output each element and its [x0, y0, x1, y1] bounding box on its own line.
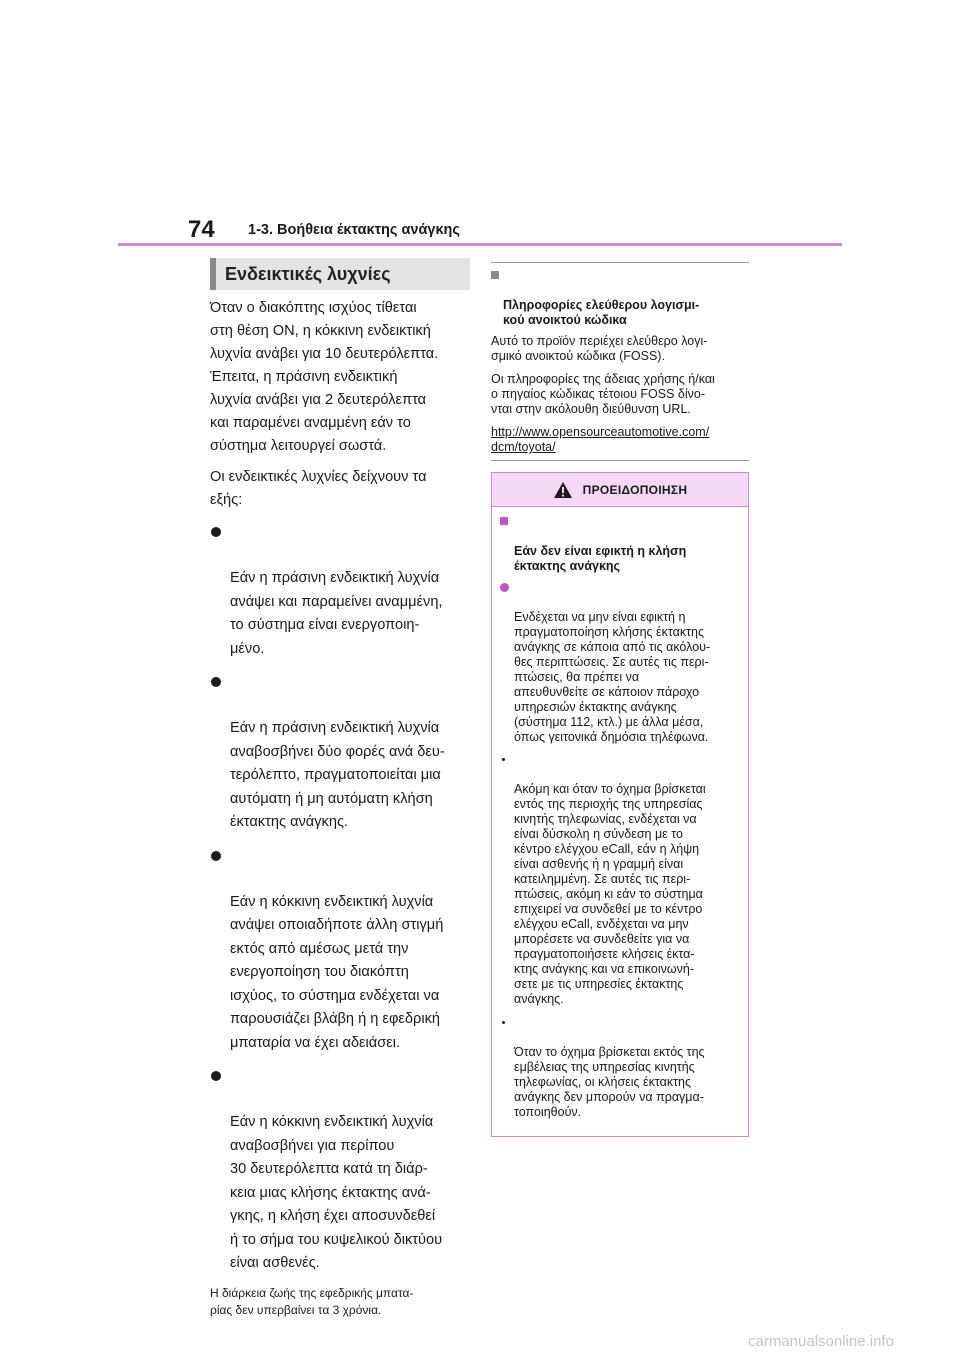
warning-main-text: Ενδέχεται να μην είναι εφικτή η πραγματοποίηση κλήσης έκτακτης ανάγκης σε κάποια από τις ακόλου- θες περιπτώσεις. Σε αυτές τις περι- πτώσεις, θα πρέπει να απευθυνθείτε σε κάποιον πάροχο υπηρεσιών έκτακτης ανάγκης (σύστημα 112, κτλ.) με άλλα μέσα, όπως γειτονικά δημόσια τηλέφωνα.	[514, 610, 711, 744]
foss-bottom-rule	[491, 460, 749, 461]
page-number: 74	[188, 216, 215, 243]
bullet-dot-icon	[211, 851, 221, 861]
warning-body	[492, 507, 748, 1136]
foss-heading	[491, 268, 749, 328]
warning-subheading-text: Εάν δεν είναι εφικτή η κλήση έκτακτης ανάγκης	[514, 544, 687, 573]
warning-box	[491, 472, 749, 1137]
warning-subheading	[500, 514, 740, 574]
lead-paragraph: Οι ενδεικτικές λυχνίες δείχνουν τα εξής:	[210, 469, 427, 508]
small-dot-icon	[502, 1021, 505, 1024]
warning-triangle-icon	[553, 481, 573, 499]
header-rule	[118, 243, 842, 246]
bullet-text: Εάν η κόκκινη ενδεικτική λυχνία αναβοσβήνει για περίπου 30 δευτερόλεπτα κατά τη διάρ- κεια μιας κλήσης έκτακτης ανά- γκης, η κλήση έχει αποσυνδεθεί ή το σήμα του κυψελικού δικτύου είναι ασθενές.	[230, 1114, 443, 1271]
warning-main-item	[500, 580, 740, 745]
intro-paragraph: Όταν ο διακόπτης ισχύος τίθεται στη θέση ON, η κόκκινη ενδεικτική λυχνία ανάβει για 10 δευτερόλεπτα. Έπειτα, η πράσινη ενδεικτική λυχνία ανάβει για 2 δευτερόλεπτα και παραμένει αναμμένη εάν το σύστημα λειτουργεί σωστά.	[210, 300, 439, 454]
foss-heading-text: Πληροφορίες ελεύθερου λογισμι- κού ανοικτού κώδικα	[503, 298, 700, 327]
warning-list-text: Ακόμη και όταν το όχημα βρίσκεται εντός της περιοχής της υπηρεσίας κινητής τηλεφωνίας, ενδέχεται να είναι δύσκολη η σύνδεση με το κέντρο ελέγχου eCall, εάν η λήψη είναι ασθενής ή η γραμμή είναι κατειλημμένη. Σε αυτές τις περι- πτώσεις, ακόμη κι εάν το σύστημα επιχειρεί να συνδεθεί με το κέντρο ελέγχου eCall, ενδέχεται να μην μπορέσετε να συνδεθείτε για να πραγματοποιήσετε κλήσεις έκτα- κτης ανάγκης και να επικοινωνή- σετε με τις υπηρεσίες έκτακτης ανάγκης.	[514, 782, 706, 1006]
foss-paragraph-1: Αυτό το προϊόν περιέχει ελεύθερο λογι- σμικό ανοικτού κώδικα (FOSS).	[491, 334, 708, 363]
bullet-text: Εάν η κόκκινη ενδεικτική λυχνία ανάψει οποιαδήποτε άλλη στιγμή εκτός από αμέσως μετά την ενεργοποίηση του διακόπτη ισχύος, το σύστημα ενδέχεται να παρουσιάζει βλάβη ή η εφεδρική μπαταρία να έχει αδειάσει.	[230, 893, 444, 1051]
warning-list-item	[500, 752, 740, 1007]
warning-title: ΠΡΟΕΙΔΟΠΟΙΗΣΗ	[582, 482, 688, 497]
site-watermark: carmanualsonline.info	[748, 1333, 894, 1350]
bullet-item	[210, 670, 470, 835]
right-column	[491, 262, 749, 1137]
warning-list-text: Όταν το όχημα βρίσκεται εκτός της εμβέλειας της υπηρεσίας κινητής τηλεφωνίας, οι κλήσεις έκτακτης ανάγκης δεν μπορούν να πραγμα- τοποιηθούν.	[514, 1045, 705, 1119]
bullet-item	[210, 844, 470, 1056]
bullet-dot-icon	[211, 527, 221, 537]
foss-top-rule	[491, 262, 749, 263]
section-heading: Ενδεικτικές λυχνίες	[210, 258, 470, 290]
bullet-dot-icon	[211, 677, 221, 687]
warning-title-bar	[492, 473, 748, 507]
small-dot-icon	[502, 758, 505, 761]
bullet-text: Εάν η πράσινη ενδεικτική λυχνία αναβοσβήνει δύο φορές ανά δευ- τερόλεπτο, πραγματοποιείται μια αυτόματη ή μη αυτόματη κλήση έκτακτης ανάγκης.	[230, 720, 445, 830]
bullet-item	[210, 1064, 470, 1276]
square-bullet-icon	[500, 517, 508, 525]
foss-url-link[interactable]: http://www.opensourceautomotive.com/ dcm/toyota/	[491, 425, 710, 454]
chapter-title: 1-3. Βοήθεια έκτακτης ανάγκης	[248, 222, 460, 238]
foss-paragraph-2: Οι πληροφορίες της άδειας χρήσης ή/και ο πηγαίος κώδικας τέτοιου FOSS δίνο- νται στην ακόλουθη διεύθυνση URL.	[491, 372, 715, 416]
circle-bullet-icon	[500, 583, 509, 592]
bullet-item	[210, 520, 470, 661]
bullet-dot-icon	[211, 1071, 221, 1081]
warning-list-item	[500, 1015, 740, 1120]
square-bullet-icon	[491, 271, 499, 279]
left-column	[210, 258, 470, 1319]
battery-note: Η διάρκεια ζωής της εφεδρικής μπατα- ρίας δεν υπερβαίνει τα 3 χρόνια.	[210, 1285, 414, 1317]
bullet-text: Εάν η πράσινη ενδεικτική λυχνία ανάψει και παραμείνει αναμμένη, το σύστημα είναι ενεργοποιη- μένο.	[230, 570, 443, 657]
